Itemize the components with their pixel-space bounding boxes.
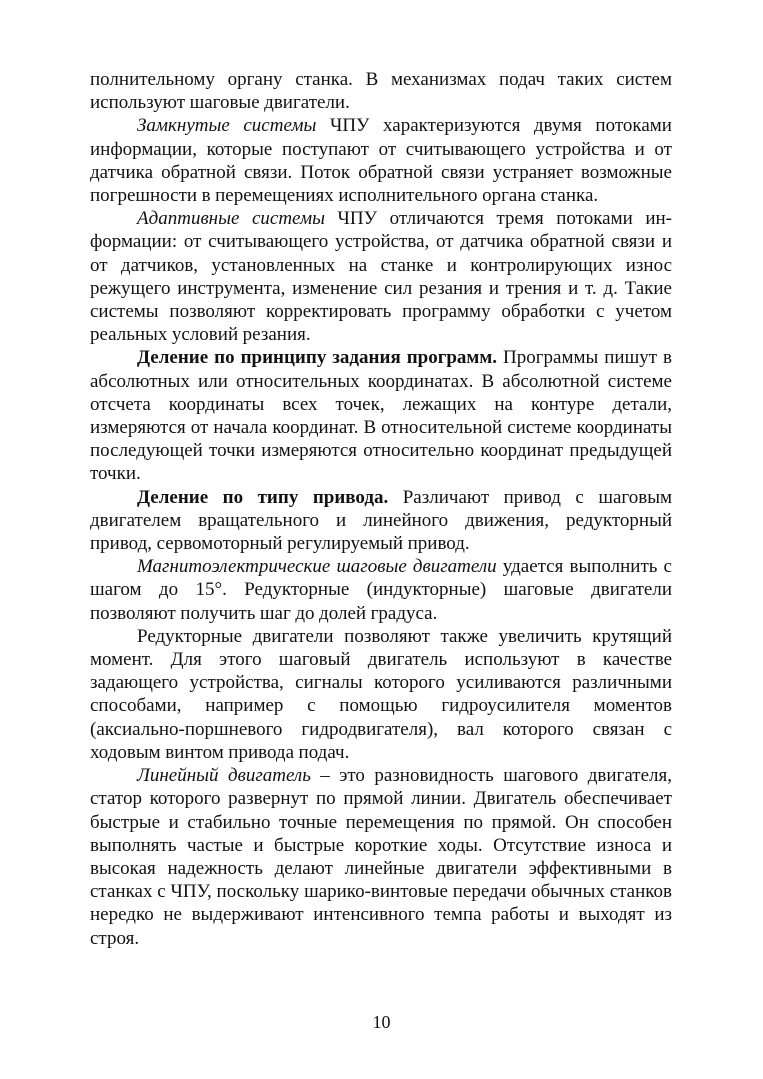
paragraph-lead-term: Линейный двигатель (137, 765, 311, 787)
page-body (90, 68, 672, 950)
paragraph-heading: Деление по принципу задания программ. (137, 347, 498, 369)
paragraph-closed-systems (90, 114, 672, 207)
paragraph-text: ЧПУ отличаются тремя потоками информации: от считывающего устройства, от датчика обратной связи и от датчиков, установленных на станке и контролирующих износ режущего инструмента, изменение сил резания и трения и т. д. Такие системы позволяют корректировать программу обработки с учетом реальных условий резания. (90, 208, 672, 346)
paragraph-magnetoelectric-motors (90, 555, 672, 625)
paragraph-program-principle (90, 346, 672, 485)
page-number: 10 (372, 1012, 391, 1032)
paragraph-text: Программы пишут в абсолютных или относительных координатах. В абсолютной системе отсчета координаты всех точек, лежащих на контуре детали, измеряются от начала координат. В относительной системе координаты последующей точки измеряются относительно координат предыдущей точки. (90, 347, 672, 485)
paragraph-text: – это разновидность шагового двигателя, статор которого развернут по прямой линии. Двигатель обеспечивает быстрые и стабильно точные перемещения по прямой. Он способен выполнять частые и быстрые короткие ходы. Отсутствие износа и высокая надежность делают линейные двигатели эффективными в станках с ЧПУ, поскольку шарико-винтовые передачи обычных станков нередко не выдерживают интенсивного темпа работы и выходят из строя. (90, 765, 672, 949)
paragraph-lead-term: Магнитоэлектрические шаговые двигатели (137, 556, 497, 578)
paragraph-continuation (90, 68, 672, 114)
paragraph-text: удается выполнить с шагом до 15°. Редукторные (индукторные) шаговые двигатели позволяют получить шаг до долей градуса. (90, 556, 672, 624)
paragraph-reduction-motors (90, 625, 672, 764)
paragraph-lead-term: Замкнутые системы (137, 115, 317, 137)
paragraph-text: Различают привод с шаговым двигателем вращательного и линейного движения, редукторный привод, сервомоторный регулируемый привод. (90, 486, 672, 555)
paragraph-adaptive-systems (90, 207, 672, 346)
paragraph-text: Редукторные двигатели позволяют также увеличить крутящий момент. Для этого шаговый двигатель используют в качестве задающего устройства, сигналы которого усиливаются различными способами, например с помощью гидроусилителя моментов (аксиально-поршневого гидродвигателя), вал которого связан с ходовым винтом привода подач. (90, 625, 672, 763)
paragraph-text: полнительному органу станка. В механизмах подач таких систем используют шаговые двигатели. (90, 69, 672, 114)
paragraph-text: ЧПУ характеризуются двумя потоками информации, которые поступают от считывающего устройства и от датчика обратной связи. Поток обратной связи устраняет возможные погрешности в перемещениях исполнительного органа станка. (90, 115, 672, 207)
paragraph-heading: Деление по типу привода. (137, 486, 389, 508)
paragraph-linear-motor (90, 764, 672, 950)
paragraph-lead-term: Адаптивные системы (137, 208, 325, 230)
paragraph-drive-type (90, 486, 672, 556)
